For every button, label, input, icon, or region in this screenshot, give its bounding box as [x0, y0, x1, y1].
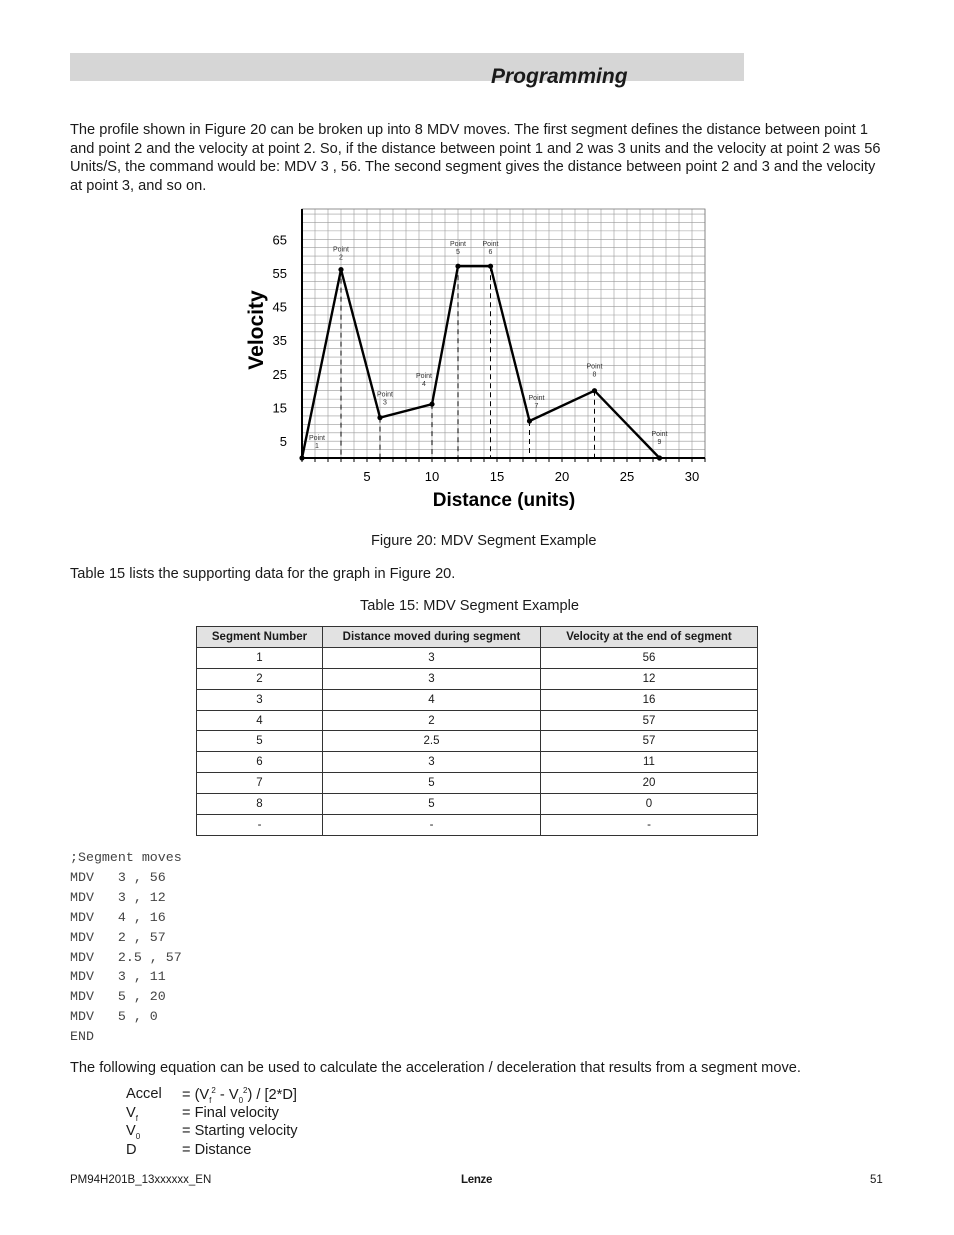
y-axis-label: Velocity: [245, 290, 268, 370]
data-point: [527, 418, 532, 423]
point-number: 1: [315, 443, 319, 450]
data-point: [488, 264, 493, 269]
table-cell: 7: [197, 773, 323, 794]
equation-accel-formula: = $(V_f^2 - V_0^2) / [2*D]$: [182, 1086, 297, 1105]
equation-vf-def: = Final velocity: [182, 1105, 279, 1121]
code-listing: [70, 848, 182, 1047]
x-tick-label: 15: [489, 469, 505, 484]
table-cell: 5: [323, 773, 541, 794]
chart-guides: [341, 266, 595, 458]
table-row: [197, 815, 758, 836]
y-tick-label: 45: [272, 299, 287, 315]
point-number: 3: [383, 399, 387, 407]
table-intro: Table 15 lists the supporting data for the graph in Figure 20.: [70, 566, 456, 582]
table-row: [197, 668, 758, 689]
table-cell: 3: [197, 689, 323, 710]
point-label: Point: [333, 246, 349, 254]
x-tick-label: 30: [684, 469, 700, 484]
table-header-velocity: Velocity at the end of segment: [541, 627, 758, 648]
point-label: Point: [528, 394, 545, 402]
equation-accel-label: Accel: [126, 1086, 162, 1102]
table-cell: 57: [541, 710, 758, 731]
code-line: MDV 3 , 56: [70, 869, 166, 885]
table-row: [197, 752, 758, 773]
point-number: 4: [422, 381, 426, 389]
point-label: Point: [651, 431, 668, 438]
table-cell: 11: [541, 752, 758, 773]
table-cell: 4: [197, 710, 323, 731]
data-point: [338, 267, 343, 272]
code-line: MDV 3 , 12: [70, 889, 166, 905]
table-row: [197, 710, 758, 731]
equation-v0-def: = Starting velocity: [182, 1123, 298, 1139]
velocity-profile-line: [302, 266, 660, 458]
x-tick-label: 20: [554, 469, 570, 484]
table-cell: 20: [541, 773, 758, 794]
table-row: [197, 731, 758, 752]
table-cell: 56: [541, 647, 758, 668]
point-number: 2: [339, 254, 343, 262]
table-header-segment: Segment Number: [197, 627, 323, 648]
chart-ticks: [273, 232, 700, 484]
data-point: [657, 455, 662, 460]
table-cell: 6: [197, 752, 323, 773]
point-number: 9: [657, 439, 662, 446]
table-cell: 5: [197, 731, 323, 752]
page-title: Programming: [491, 65, 628, 88]
point-label: Point: [416, 373, 432, 381]
y-tick-label: 15: [272, 400, 287, 416]
table-caption: Table 15: MDV Segment Example: [360, 598, 580, 614]
equation-v0-label: $V_0$: [126, 1123, 141, 1141]
point-number: 5: [456, 249, 460, 257]
chart-axes: [302, 209, 705, 462]
code-line: ;Segment moves: [70, 850, 182, 865]
x-tick-label: 5: [363, 469, 371, 484]
table-cell: -: [323, 815, 541, 836]
point-label: Point: [482, 241, 499, 249]
point-label: Point: [309, 435, 325, 442]
table-cell: 0: [541, 794, 758, 815]
table-cell: 12: [541, 668, 758, 689]
point-number: 6: [488, 249, 493, 257]
figure-caption: Figure 20: MDV Segment Example: [371, 533, 597, 549]
data-point: [377, 415, 382, 420]
y-tick-label: 35: [272, 333, 287, 349]
equation-vf-label: $V_f$: [126, 1105, 138, 1123]
code-line: MDV 5 , 0: [70, 1009, 158, 1025]
intro-paragraph: The profile shown in Figure 20 can be broken up into 8 MDV moves. The first segment defines the distance between point 1 and point 2 and the velocity at point 2. So, if the distance between point 1 and 2 was 3 units and the velocity at point 2 was 56 Units/S, the command would be: MDV 3 , 56. The second segment gives the distance between point 2 and 3 and the velocity at point 3, and so on.: [70, 122, 881, 194]
table-cell: 3: [323, 647, 541, 668]
y-tick-label: 65: [272, 232, 287, 248]
plot-border: [302, 209, 705, 458]
table-cell: 2: [197, 668, 323, 689]
table-cell: 5: [323, 794, 541, 815]
y-tick-label: 5: [279, 434, 287, 450]
x-tick-label: 10: [424, 469, 440, 484]
table-row: [197, 773, 758, 794]
table-cell: 2.5: [323, 731, 541, 752]
table-cell: 2: [323, 710, 541, 731]
table-row: [197, 794, 758, 815]
table-cell: 8: [197, 794, 323, 815]
table-row: [197, 647, 758, 668]
footer-page-number: 51: [870, 1174, 883, 1186]
point-number: 7: [534, 402, 539, 410]
equation-d-label: D: [126, 1142, 137, 1158]
data-point: [455, 264, 460, 269]
table-header-distance: Distance moved during segment: [323, 627, 541, 648]
table-cell: 4: [323, 689, 541, 710]
point-label: Point: [377, 391, 393, 399]
equation-intro: The following equation can be used to calculate the acceleration / deceleration that results from a segment move.: [70, 1060, 801, 1076]
code-line: MDV 2 , 57: [70, 929, 166, 945]
table-row: [197, 689, 758, 710]
code-line: END: [70, 1029, 94, 1045]
code-line: MDV 4 , 16: [70, 909, 166, 925]
point-label: Point: [586, 363, 603, 371]
x-axis-label: Distance (units): [432, 490, 576, 511]
footer-doc-id: PM94H201B_13xxxxxx_EN: [70, 1174, 212, 1186]
table-cell: 3: [323, 668, 541, 689]
data-point: [429, 402, 434, 407]
table-cell: 57: [541, 731, 758, 752]
footer-brand-logo: Lenze: [461, 1174, 493, 1186]
table-cell: -: [541, 815, 758, 836]
data-point: [592, 388, 597, 393]
point-label: Point: [450, 241, 466, 249]
table-cell: -: [197, 815, 323, 836]
x-tick-label: 25: [619, 469, 635, 484]
equation-d-def: = Distance: [182, 1142, 252, 1158]
code-line: MDV 5 , 20: [70, 989, 166, 1005]
table-header-row: [197, 627, 758, 648]
code-line: MDV 3 , 11: [70, 969, 166, 985]
point-number: 8: [592, 371, 597, 379]
table-cell: 1: [197, 647, 323, 668]
segment-table: [196, 626, 758, 836]
chart-grid: [302, 209, 705, 458]
table-cell: 3: [323, 752, 541, 773]
velocity-distance-chart: [0, 0, 954, 530]
code-line: MDV 2.5 , 57: [70, 949, 182, 965]
y-tick-label: 55: [272, 265, 287, 281]
y-tick-label: 25: [272, 366, 287, 382]
table-cell: 16: [541, 689, 758, 710]
data-point: [299, 455, 304, 460]
